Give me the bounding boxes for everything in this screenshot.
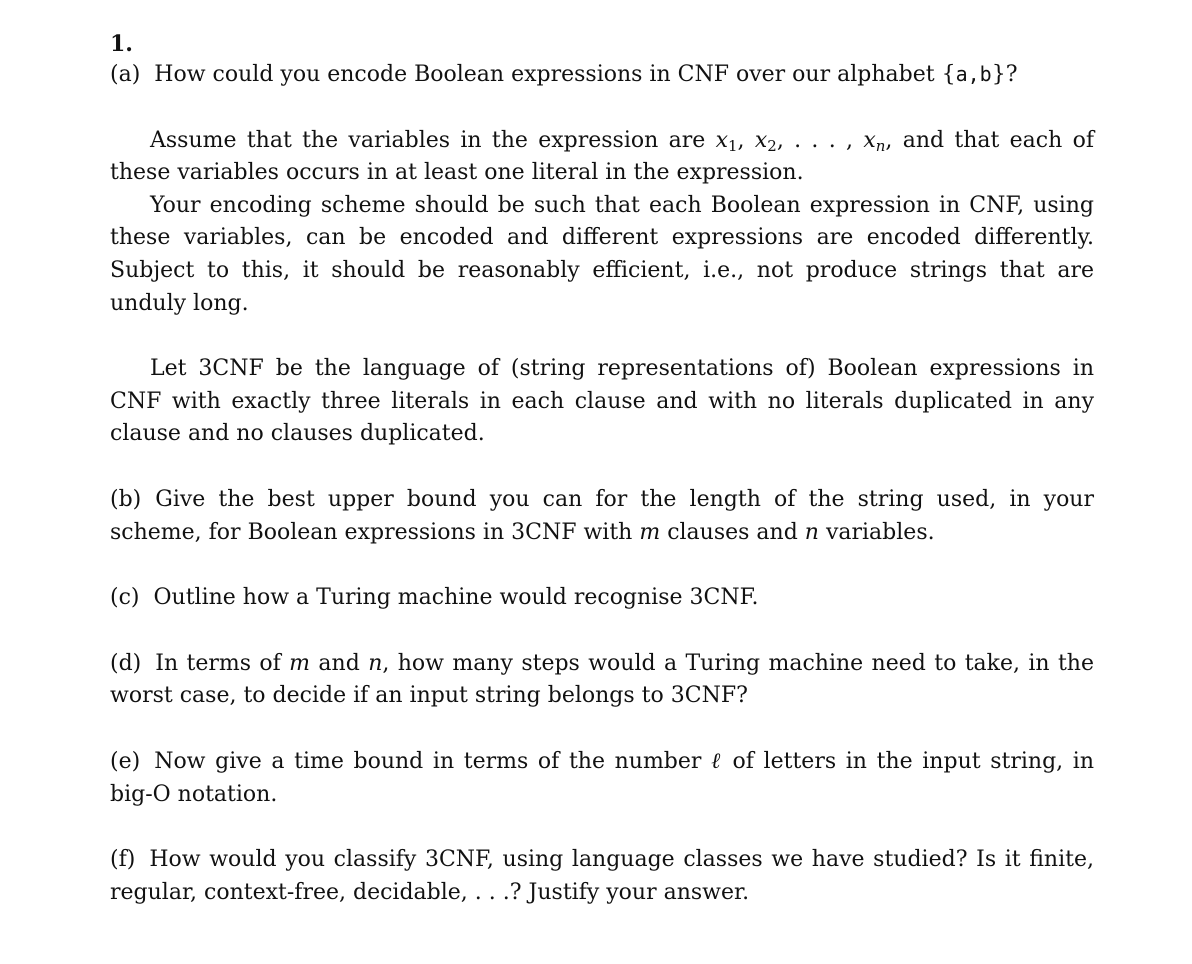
encoding-paragraph: Your encoding scheme should be such that each Boolean expression in CNF, using these variables, can be encoded and different expressions are encoded differently. Subject to this, it should be reasonably efficient, i.e., not produce strings that are unduly long.	[110, 192, 1094, 316]
part-a-label: (a)	[110, 62, 141, 87]
part-a	[110, 58, 1094, 92]
var-m: m	[639, 519, 661, 545]
sub-n: n	[875, 136, 886, 155]
var-ell: ℓ	[711, 748, 723, 774]
part-e-text: Now give a time bound in terms of the number	[154, 748, 712, 774]
assume-paragraph	[110, 125, 1094, 190]
var-n: n	[368, 650, 383, 676]
assume-text-end: , and that each of these variables occurs in at least one literal in the expression.	[110, 127, 1094, 186]
part-d-text2: and	[310, 650, 369, 676]
part-c-label: (c)	[110, 585, 140, 611]
part-e	[110, 746, 1094, 811]
part-f-label: (f)	[110, 847, 136, 873]
part-c	[110, 582, 1094, 615]
part-d-text: In terms of	[155, 650, 290, 676]
var-x2: x	[754, 127, 768, 153]
comma: ,	[737, 127, 755, 153]
part-f-text: How would you classify 3CNF, using language classes we have studied? Is it finite, regular, context-free, decidable,	[110, 847, 1094, 905]
part-b-text2: clauses and	[660, 519, 805, 545]
part-b-text: Give the best upper bound you can for the length of the string used, in your scheme, for Boolean expressions in 3CNF with	[110, 486, 1094, 545]
sub-2: 2	[767, 136, 777, 155]
document	[110, 30, 1094, 909]
var-xn: x	[863, 127, 876, 153]
var-m: m	[289, 650, 311, 676]
part-e-text2: of letters in the input string, in big-O notation.	[110, 748, 1094, 807]
part-d-label: (d)	[110, 650, 142, 676]
set-close-brace: }	[991, 62, 1006, 87]
part-b	[110, 484, 1094, 549]
part-e-label: (e)	[110, 748, 141, 774]
part-a-text: How could you encode Boolean expressions in CNF over our alphabet	[154, 62, 942, 87]
var-n: n	[804, 519, 819, 545]
set-open-brace: {	[941, 62, 956, 87]
assume-text: Assume that the variables in the expression are	[150, 127, 716, 153]
part-c-text: Outline how a Turing machine would recognise 3CNF.	[153, 585, 759, 611]
3cnf-definition: Let 3CNF be the language of (string representations of) Boolean expressions in CNF with exactly three literals in each clause and with no literals duplicated in any clause and no clauses duplicated.	[110, 356, 1094, 447]
part-f-text2: ? Justify your answer.	[509, 879, 750, 905]
alphabet: a,b	[955, 62, 992, 86]
part-d-text3: , how many steps would a Turing machine need to take, in the worst case, to decide if an input string belongs to 3CNF?	[110, 650, 1094, 709]
ellipsis: , . . . ,	[776, 127, 864, 153]
part-f	[110, 844, 1094, 909]
part-d	[110, 648, 1094, 713]
var-x1: x	[715, 127, 728, 153]
dots: . . .	[474, 879, 510, 905]
question-number: 1.	[110, 31, 133, 57]
sub-1: 1	[728, 136, 738, 155]
part-b-label: (b)	[110, 486, 142, 512]
part-b-text3: variables.	[818, 519, 935, 545]
part-a-end: ?	[1005, 62, 1018, 87]
